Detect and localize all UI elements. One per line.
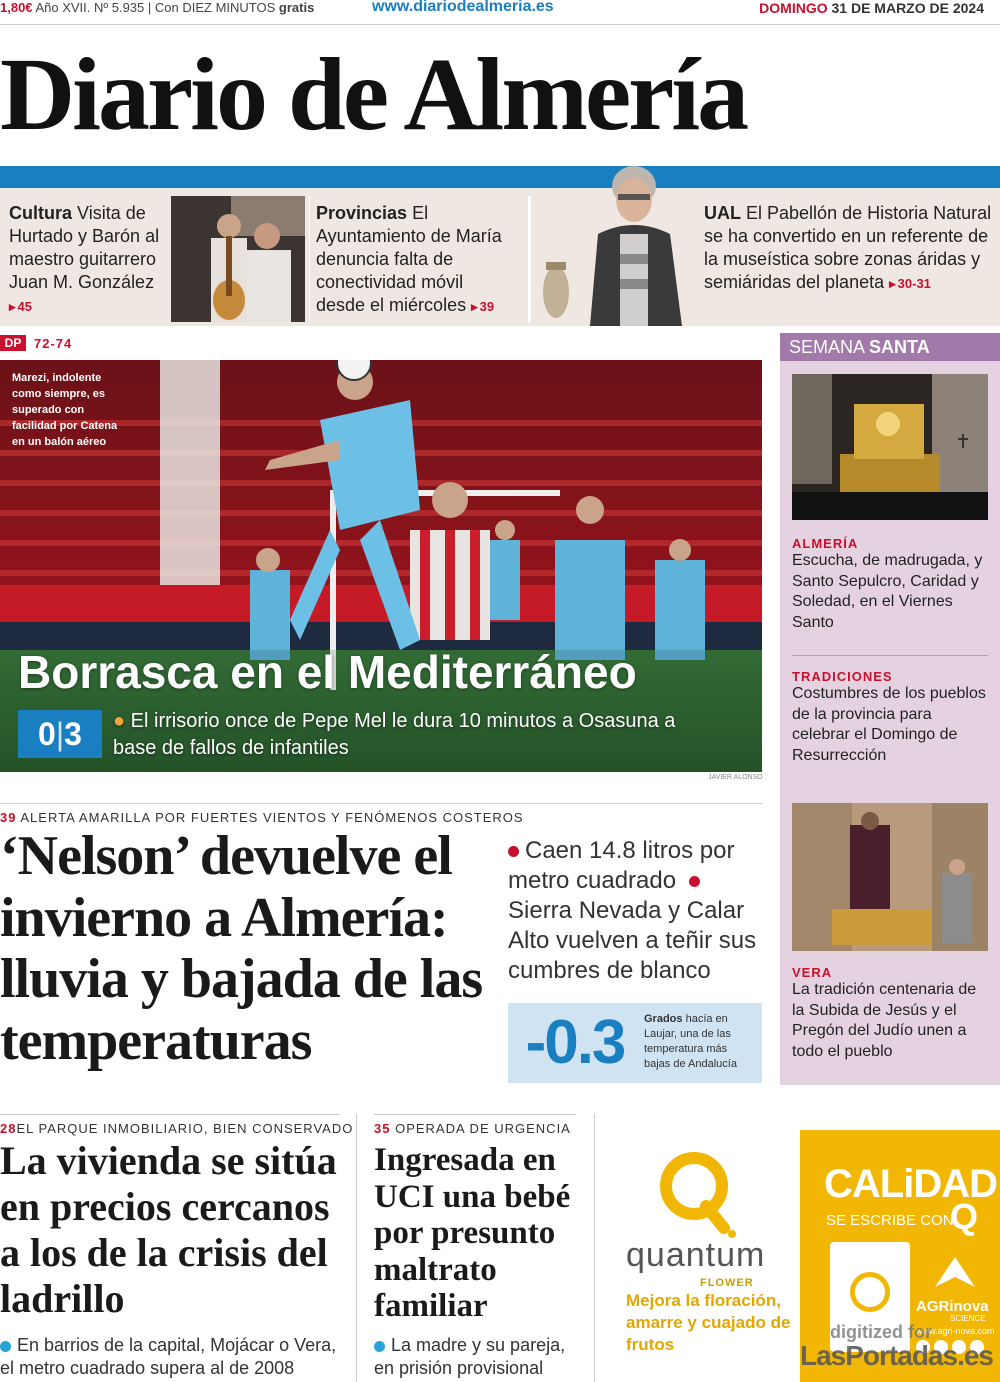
- guitar-makers-photo: [171, 196, 305, 322]
- temperature-note: [644, 1012, 754, 1072]
- temperature-label: Grados: [644, 1013, 683, 1025]
- top-bar: [0, 0, 1000, 22]
- weather-kicker: [0, 810, 524, 825]
- weather-kicker-text: ALERTA AMARILLA POR FUERTES VIENTOS Y FENÓMENOS COSTEROS: [20, 810, 524, 825]
- night-procession-illustration: [792, 374, 988, 520]
- housing-summary-text: En barrios de la capital, Mojácar o Vera, el metro cuadrado supera al de 2008: [0, 1335, 337, 1378]
- sports-headline[interactable]: Borrasca en el Mediterráneo: [18, 646, 637, 698]
- housing-page-ref: 28: [0, 1121, 17, 1136]
- woman-with-specimen-photo: [540, 164, 690, 326]
- page-ref: ▸ 45: [9, 299, 32, 314]
- semana-item-title: TRADICIONES: [792, 669, 893, 684]
- semana-item-text: Escucha, de madrugada, y Santo Sepulcro, Caridad y Soledad, en el Viernes Santo: [792, 552, 983, 631]
- uci-kicker-text: OPERADA DE URGENCIA: [395, 1121, 571, 1136]
- teaser-divider: [309, 196, 310, 322]
- section-rule: [0, 803, 762, 804]
- ad-agri-sub: SCIENCE: [950, 1314, 986, 1323]
- issue-date-text: 31 DE MARZO DE 2024: [831, 0, 984, 16]
- watermark-line2: LasPortadas.es: [800, 1340, 993, 1371]
- uci-headline[interactable]: Ingresada en UCI una bebé por presunto maltrato familiar: [374, 1142, 571, 1324]
- semana-item-title: VERA: [792, 965, 833, 980]
- uci-summary: [374, 1334, 589, 1380]
- housing-summary: [0, 1334, 345, 1380]
- sidebar-divider: [792, 655, 988, 656]
- bullet-2: Sierra Nevada y Calar Alto vuelven a teñir sus cumbres de blanco: [508, 867, 756, 984]
- teaser-ual[interactable]: [704, 202, 994, 295]
- score-box: 0|3: [18, 710, 102, 758]
- teaser-photo-cultura: [171, 196, 305, 322]
- teaser-provincias[interactable]: [316, 202, 516, 318]
- day-procession-illustration: [792, 803, 988, 951]
- teaser-text: El Pabellón de Historia Natural se ha convertido en un referente de la museística sobre zonas áridas y semiáridas del planeta: [704, 203, 992, 292]
- semana-item-text: La tradición centenaria de la Subida de Jesús y el Pregón del Judío unen a todo el pueblo: [792, 981, 977, 1060]
- teaser-text: El Ayuntamiento de María denuncia falta de conectividad móvil desde el miércoles: [316, 203, 502, 315]
- sports-summary-text: El irrisorio once de Pepe Mel le dura 10 minutos a Osasuna a base de fallos de infantiles: [113, 710, 676, 759]
- masthead-logo[interactable]: Diario de Almería: [0, 37, 747, 152]
- teaser-section: Cultura: [9, 203, 72, 223]
- supplement-free: gratis: [278, 0, 315, 15]
- housing-headline[interactable]: La vivienda se sitúa en precios cercanos a los de la crisis del ladrillo: [0, 1138, 337, 1321]
- teaser-section: Provincias: [316, 203, 408, 223]
- bullet-icon: [0, 1341, 11, 1352]
- temperature-value: -0.3: [525, 1008, 625, 1077]
- procession-photo-vera: [792, 803, 988, 951]
- issue-date: [759, 0, 984, 16]
- weather-page-ref: 39: [0, 810, 17, 825]
- ad-agri: AGRinova: [916, 1298, 989, 1315]
- semana-santa-header: [780, 333, 1000, 361]
- score-away: 3: [64, 716, 82, 752]
- weather-headline[interactable]: ‘Nelson’ devuelve el invierno a Almería: lluvia y bajada de las temperaturas: [0, 825, 483, 1072]
- section-rule: [374, 1114, 576, 1115]
- ad-slogan: Mejora la floración, amarre y cuajado de frutos: [626, 1291, 791, 1354]
- uci-summary-text: La madre y su pareja, en prisión provisional: [374, 1335, 566, 1378]
- page-ref: ▸ 30-31: [889, 276, 931, 291]
- teaser-text: Visita de Hurtado y Barón al maestro guitarrero Juan M. González: [9, 203, 160, 292]
- sports-summary: ● El irrisorio once de Pepe Mel le dura 10 minutos a Osasuna a base de fallos de infantiles: [113, 710, 676, 759]
- semana-item-almeria[interactable]: [792, 536, 992, 633]
- issue-day: DOMINGO: [759, 0, 828, 16]
- teaser-cultura[interactable]: [9, 202, 167, 318]
- uci-page-ref: 35: [374, 1121, 391, 1136]
- housing-kicker: [0, 1121, 353, 1136]
- ad-web: www.agri-nova.com: [916, 1326, 995, 1336]
- masthead-bar: [0, 166, 1000, 188]
- bullet-icon: [374, 1341, 385, 1352]
- bullet-1: Caen 14.8 litros por metro cuadrado: [508, 837, 735, 894]
- photo-credit: JAVIER ALONSO: [708, 774, 763, 781]
- uci-kicker: [374, 1121, 571, 1136]
- top-rule: [0, 24, 1000, 25]
- ad-brand-sub: FLOWER: [700, 1277, 754, 1289]
- semana-item-vera[interactable]: [792, 965, 992, 1062]
- temperature-note-text: hacía en Laujar, una de las temperatura más bajas de Andalucía: [644, 1013, 737, 1070]
- edition-number: Año XVII. Nº 5.935: [35, 0, 145, 15]
- quantum-q-icon: [658, 1148, 738, 1238]
- semana-item-title: ALMERÍA: [792, 536, 859, 551]
- teaser-photo-ual: [540, 164, 690, 326]
- watermark-line1: digitized for: [830, 1322, 932, 1342]
- weather-bullets: [508, 836, 768, 986]
- santa-label: SANTA: [869, 337, 930, 357]
- column-rule: [594, 1114, 595, 1382]
- ad-brand: quantum: [626, 1236, 766, 1274]
- teaser-divider: [528, 196, 531, 322]
- agrinova-leaf-icon: [930, 1252, 980, 1292]
- teaser-section: UAL: [704, 203, 741, 223]
- photo-caption: Marezi, indolente como siempre, es superado con facilidad por Catena en un balón aéreo: [12, 372, 118, 448]
- price: 1,80€: [0, 0, 33, 15]
- ad-calidad: CALiDAD: [824, 1162, 997, 1206]
- section-rule: [0, 1114, 340, 1115]
- website-link[interactable]: www.diariodealmeria.es: [372, 0, 554, 15]
- ad-q: Q: [950, 1196, 979, 1237]
- housing-kicker-text: EL PARQUE INMOBILIARIO, BIEN CONSERVADO: [16, 1121, 354, 1136]
- sports-page-ref: 72-74: [34, 336, 73, 351]
- semana-label: SEMANA: [789, 337, 865, 357]
- score-home: 0: [38, 716, 56, 752]
- semana-item-tradiciones[interactable]: [792, 669, 992, 766]
- edition-info: [0, 0, 314, 15]
- page-ref: ▸ 39: [471, 299, 494, 314]
- procession-photo-almeria: [792, 374, 988, 520]
- semana-item-text: Costumbres de los pueblos de la provincia para celebrar el Domingo de Resurrección: [792, 685, 986, 764]
- ad-se-escribe: SE ESCRIBE CON: [826, 1212, 954, 1229]
- section-tag-dp: DP: [0, 335, 26, 351]
- supplement-note: | Con DIEZ MINUTOS: [147, 0, 276, 15]
- column-rule: [356, 1114, 357, 1382]
